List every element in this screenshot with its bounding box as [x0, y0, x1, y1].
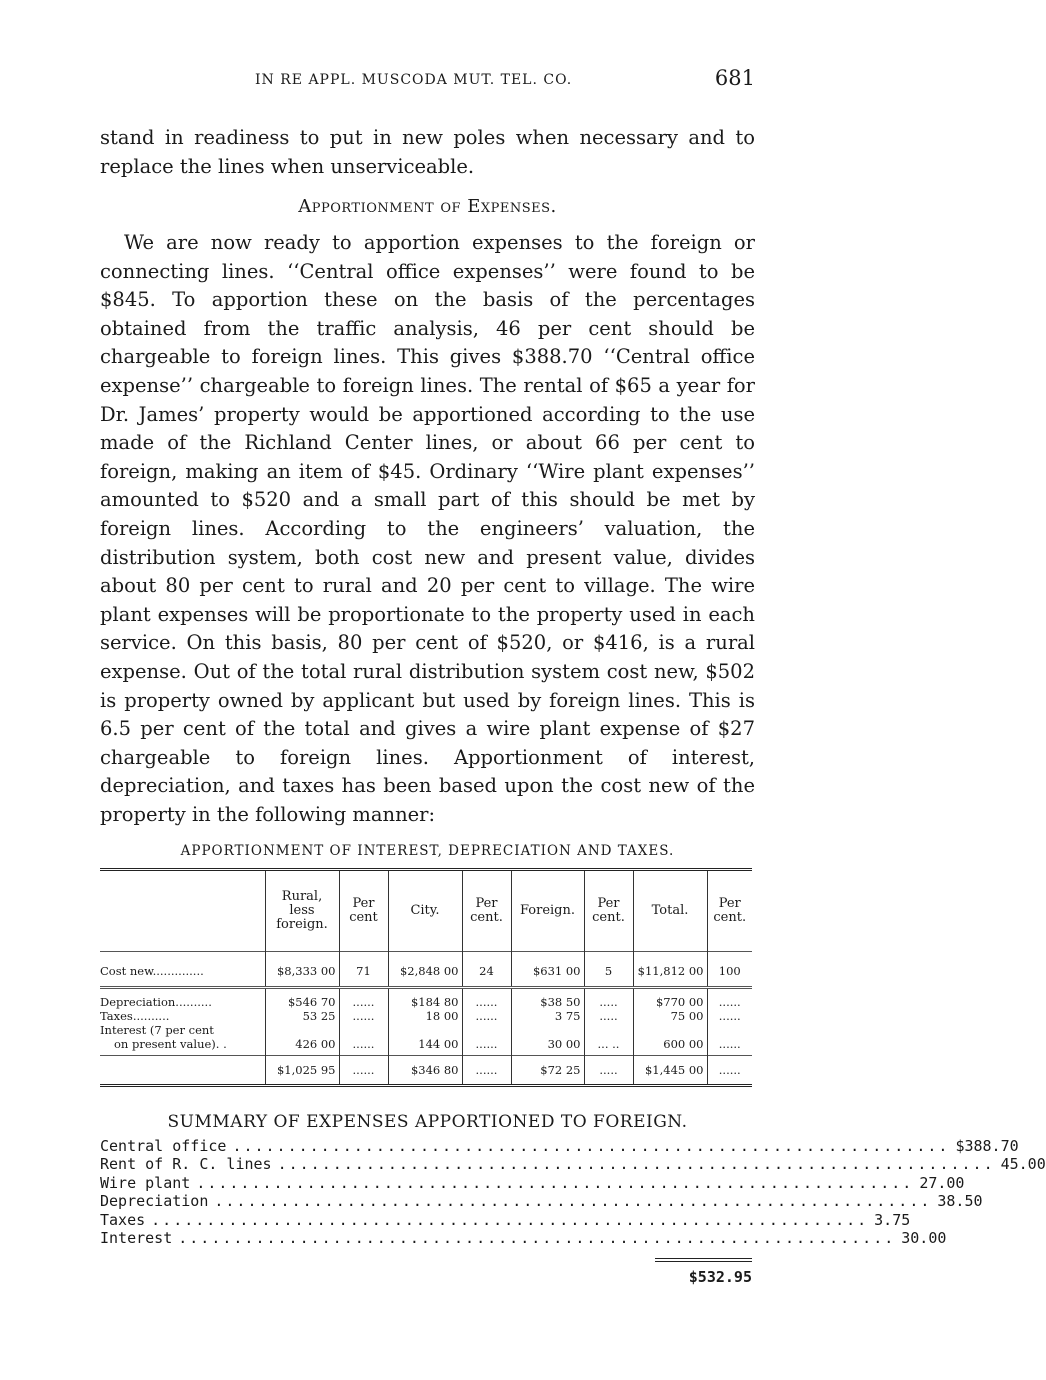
summary-total: $532.95	[688, 1268, 752, 1286]
summary-item-label: Interest	[100, 1229, 173, 1248]
table-cell: $631 00	[511, 952, 584, 988]
table-cell: 53 25	[265, 1009, 339, 1023]
summary-item-amount: 30.00	[901, 1229, 947, 1248]
table-header	[100, 870, 265, 952]
table-cell: ... ..	[584, 1023, 633, 1056]
table-cell: 75 00	[633, 1009, 707, 1023]
table-cell: 600 00	[633, 1023, 707, 1056]
table-cell: 3 75	[511, 1009, 584, 1023]
table-cell: ......	[707, 988, 752, 1010]
summary-item	[100, 1192, 983, 1211]
table-cell: $1,025 95	[265, 1056, 339, 1086]
dot-leader: .................................................................	[232, 1137, 950, 1155]
apportionment-table	[100, 868, 752, 1087]
table-cell: Cost new..............	[100, 952, 265, 988]
table-cell: ......	[339, 1023, 388, 1056]
dot-leader: .................................................................	[214, 1192, 932, 1211]
table-cell: $1,445 00	[633, 1056, 707, 1086]
dot-leader: .................................................................	[196, 1173, 914, 1192]
running-head	[100, 66, 755, 96]
table-cell: $770 00	[633, 988, 707, 1010]
summary-heading: SUMMARY OF EXPENSES APPORTIONED TO FOREIGN.	[167, 1112, 688, 1132]
table-cell: .....	[584, 1056, 633, 1086]
table-cell: ......	[339, 988, 388, 1010]
summary-item-label: Depreciation	[100, 1192, 209, 1211]
table-cell: ......	[462, 1009, 511, 1023]
table-row-taxes	[100, 1009, 752, 1023]
table-cell: .....	[584, 1009, 633, 1023]
summary-item-amount: 3.75	[874, 1210, 911, 1229]
table-header: Per cent.	[707, 870, 752, 952]
table-cell: 30 00	[511, 1023, 584, 1056]
table-cell: 5	[584, 952, 633, 988]
table-header: City.	[388, 870, 462, 952]
summary-item-amount: 27.00	[919, 1173, 965, 1192]
table-header: Total.	[633, 870, 707, 952]
table-cell: $8,333 00	[265, 952, 339, 988]
running-title: IN RE APPL. MUSCODA MUT. TEL. CO.	[255, 72, 573, 88]
table-cell: ......	[339, 1009, 388, 1023]
summary-item-amount: 45.00	[1000, 1155, 1046, 1174]
table-cell: $546 70	[265, 988, 339, 1010]
table-header: Per cent.	[462, 870, 511, 952]
table-header: Per cent.	[584, 870, 633, 952]
table-cell: $2,848 00	[388, 952, 462, 988]
table-cell: ......	[707, 1009, 752, 1023]
table-cell: $72 25	[511, 1056, 584, 1086]
table-cell-interest-label	[100, 1023, 265, 1056]
summary-item-amount: 38.50	[937, 1192, 983, 1211]
summary-item-label: Central office	[100, 1137, 227, 1155]
table-cell: 71	[339, 952, 388, 988]
paragraph-continuation: stand in readiness to put in new poles when necessary and to replace the lines when unserviceable.	[100, 126, 755, 178]
table-header: Rural, less foreign.	[265, 870, 339, 952]
interest-label-line-2: on present value). .	[114, 1037, 227, 1051]
table-cell: 18 00	[388, 1009, 462, 1023]
summary-total-rule	[655, 1258, 752, 1262]
summary-item-label: Rent of R. C. lines	[100, 1155, 272, 1174]
table-cell: $184 80	[388, 988, 462, 1010]
table-header: Per cent	[339, 870, 388, 952]
summary-item	[100, 1155, 1046, 1174]
table-cell: $38 50	[511, 988, 584, 1010]
table-row-cost-new	[100, 952, 752, 988]
table-cell: ......	[462, 1056, 511, 1086]
dot-leader: .................................................................	[178, 1229, 896, 1248]
summary-item	[100, 1229, 947, 1248]
dot-leader: .................................................................	[151, 1210, 869, 1229]
table-row-total	[100, 1056, 752, 1086]
summary-list	[100, 1137, 1046, 1248]
table-header: Foreign.	[511, 870, 584, 952]
table-cell: 100	[707, 952, 752, 988]
summary-item	[100, 1137, 1019, 1155]
table-cell	[100, 1056, 265, 1086]
summary-item	[100, 1173, 965, 1192]
summary-item	[100, 1210, 911, 1229]
table-cell: ......	[339, 1056, 388, 1086]
table-cell: $11,812 00	[633, 952, 707, 988]
table-cell: ......	[462, 1023, 511, 1056]
summary-item-label: Taxes	[100, 1210, 146, 1229]
table-cell: Taxes..........	[100, 1009, 170, 1023]
dot-leader: .................................................................	[277, 1155, 995, 1174]
table-cell: ......	[707, 1023, 752, 1056]
table-cell: ......	[462, 988, 511, 1010]
table-row-depreciation	[100, 988, 752, 1010]
table-row-interest	[100, 1023, 752, 1056]
interest-label-line-1: Interest (7 per cent	[100, 1023, 214, 1037]
table-cell: $346 80	[388, 1056, 462, 1086]
table-cell: 24	[462, 952, 511, 988]
section-heading: Apportionment of Expenses.	[298, 196, 557, 217]
summary-item-label: Wire plant	[100, 1173, 191, 1192]
table-header-row	[100, 870, 752, 952]
table-cell: ......	[707, 1056, 752, 1086]
table-cell: Depreciation..........	[100, 988, 265, 1010]
table-caption: APPORTIONMENT OF INTEREST, DEPRECIATION AND TAXES.	[180, 843, 675, 859]
page-number: 681	[714, 66, 755, 90]
table-cell: 426 00	[265, 1023, 339, 1056]
summary-item-amount: $388.70	[955, 1137, 1019, 1155]
paragraph-main: We are now ready to apportion expenses to the foreign or connecting lines. ‘‘Central office expenses’’ were found to be $845. To apportion these on the basis of the percentages obtained from the traffic analysis, 46 per cent should be chargeable to foreign lines. This gives $388.70 ‘‘Central office expense’’ chargeable to foreign lines. The rental of $65 a year for Dr. James’ property would be apportioned according to the use made of the Richland Center lines, or about 66 per cent to foreign, making an item of $45. Ordinary ‘‘Wire plant expenses’’ amounted to $520 and a small part of this should be met by foreign lines. According to the engineers’ valuation, the distribution system, both cost new and present value, divides about 80 per cent to rural and 20 per cent to village. The wire plant expenses will be proportionate to the property used in each service. On this basis, 80 per cent of $520, or $416, is a rural expense. Out of the total rural distribution system cost new, $502 is property owned by applicant but used by foreign lines. This is 6.5 per cent of the total and gives a wire plant expense of $27 chargeable to foreign lines. Apportionment of interest, depreciation, and taxes has been based upon the cost new of the property in the following manner:	[100, 231, 755, 826]
table-cell: 144 00	[388, 1023, 462, 1056]
table-cell: .....	[584, 988, 633, 1010]
